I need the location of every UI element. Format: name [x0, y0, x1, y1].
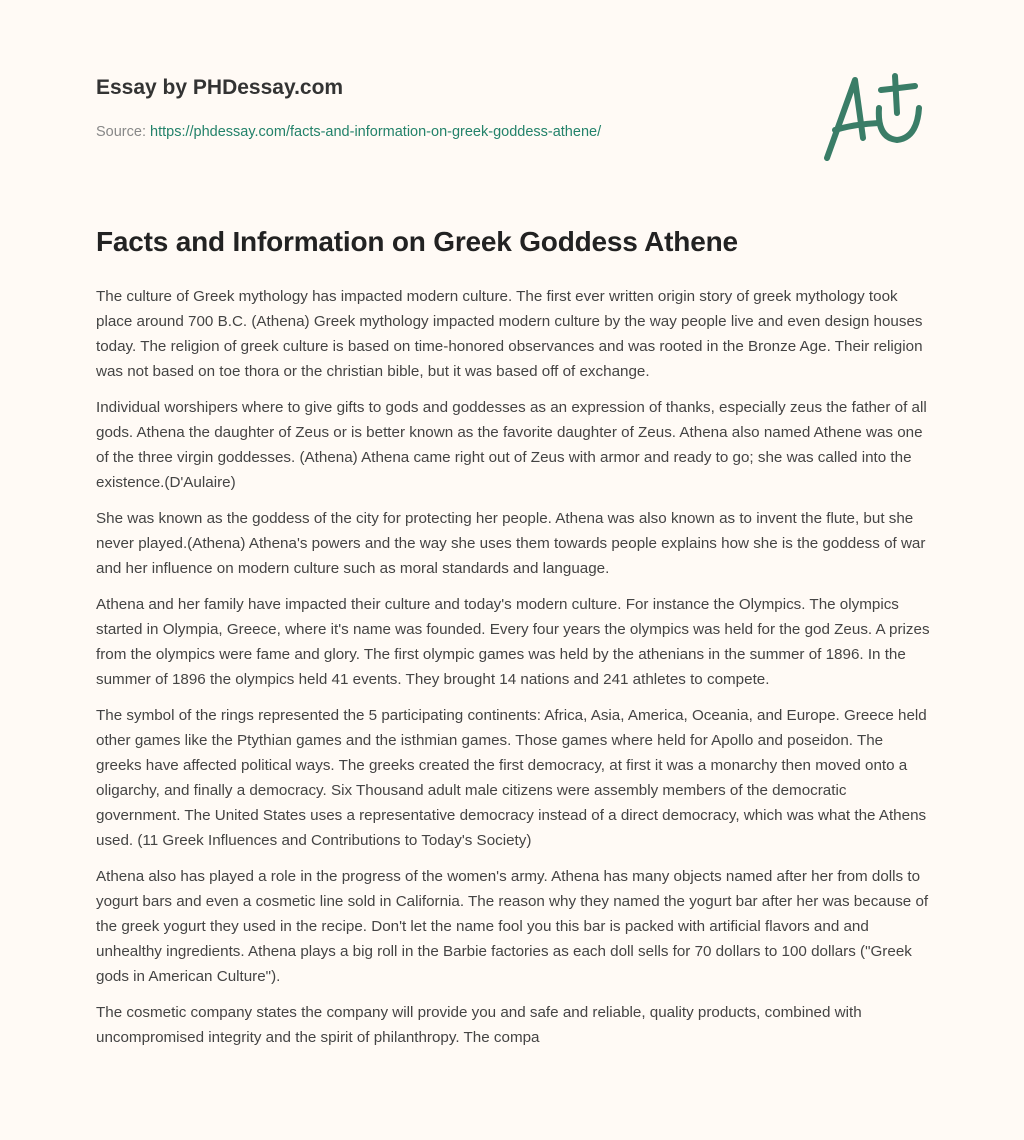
paragraph: Athena also has played a role in the progress of the women's army. Athena has many objects named after her from dolls to yogurt bars and even a cosmetic line sold in California. The reason why they named the yogurt bar after her was because of the greek yogurt they used in the recipe. Don't let the name fool you this bar is packed with artificial flavors and and unhealthy ingredients. Athena plays a big roll in the Barbie factories as each doll sells for 70 dollars to 100 dollars ("Greek gods in American Culture"). — [96, 868, 929, 985]
paragraph: The culture of Greek mythology has impacted modern culture. The first ever written origin story of greek mythology took place around 700 B.C. (Athena) Greek mythology impacted modern culture by the way people live and even design houses today. The religion of greek culture is based on time-honored observances and was rooted in the Bronze Age. Their religion was not based on toe thora or the christian bible, but it was based off of exchange. — [96, 288, 923, 380]
source-label: Source: — [96, 124, 146, 140]
source-line — [96, 124, 601, 140]
paragraph: The symbol of the rings represented the 5 participating continents: Africa, Asia, America, Oceania, and Europe. Greece held other games like the Ptythian games and the isthmian games. Those games where held for Apollo and poseidon. The greeks have affected political ways. The greeks created the first democracy, at first it was a monarchy then moved onto a oligarchy, and finally a democracy. Six Thousand adult male citizens were assembly members of the democratic government. The United States uses a representative democracy instead of a direct democracy, which was what the Athens used. (11 Greek Influences and Contributions to Today's Society) — [96, 707, 927, 849]
essay-title: Facts and Information on Greek Goddess Athene — [96, 226, 738, 257]
paragraph: Athena and her family have impacted their culture and today's modern culture. For instance the Olympics. The olympics started in Olympia, Greece, where it's name was founded. Every four years the olympics was held for the god Zeus. A prizes from the olympics were fame and glory. The first olympic games was held by the athenians in the summer of 1896. In the summer of 1896 the olympics held 41 events. They brought 14 nations and 241 athletes to compete. — [96, 596, 930, 688]
brand-title: Essay by PHDessay.com — [96, 76, 344, 99]
paragraph: Individual worshipers where to give gifts to gods and goddesses as an expression of thanks, especially zeus the father of all gods. Athena the daughter of Zeus or is better known as the favorite daughter of Zeus. Athena also named Athene was one of the three virgin goddesses. (Athena) Athena came right out of Zeus with armor and ready to go; she was called into the existence.(D'Aulaire) — [96, 399, 927, 491]
paragraph: She was known as the goddess of the city for protecting her people. Athena was also known as to invent the flute, but she never played.(Athena) Athena's powers and the way she uses them towards people explains how she is the goddess of war and her influence on modern culture such as moral standards and language. — [96, 510, 926, 577]
source-link[interactable]: https://phdessay.com/facts-and-information-on-greek-goddess-athene/ — [150, 124, 602, 140]
paragraph: The cosmetic company states the company will provide you and safe and reliable, quality products, combined with uncompromised integrity and the spirit of philanthropy. The compa — [96, 1004, 862, 1046]
a-plus-logo-icon — [815, 68, 930, 168]
essay-body — [96, 284, 932, 1061]
header — [96, 76, 343, 100]
